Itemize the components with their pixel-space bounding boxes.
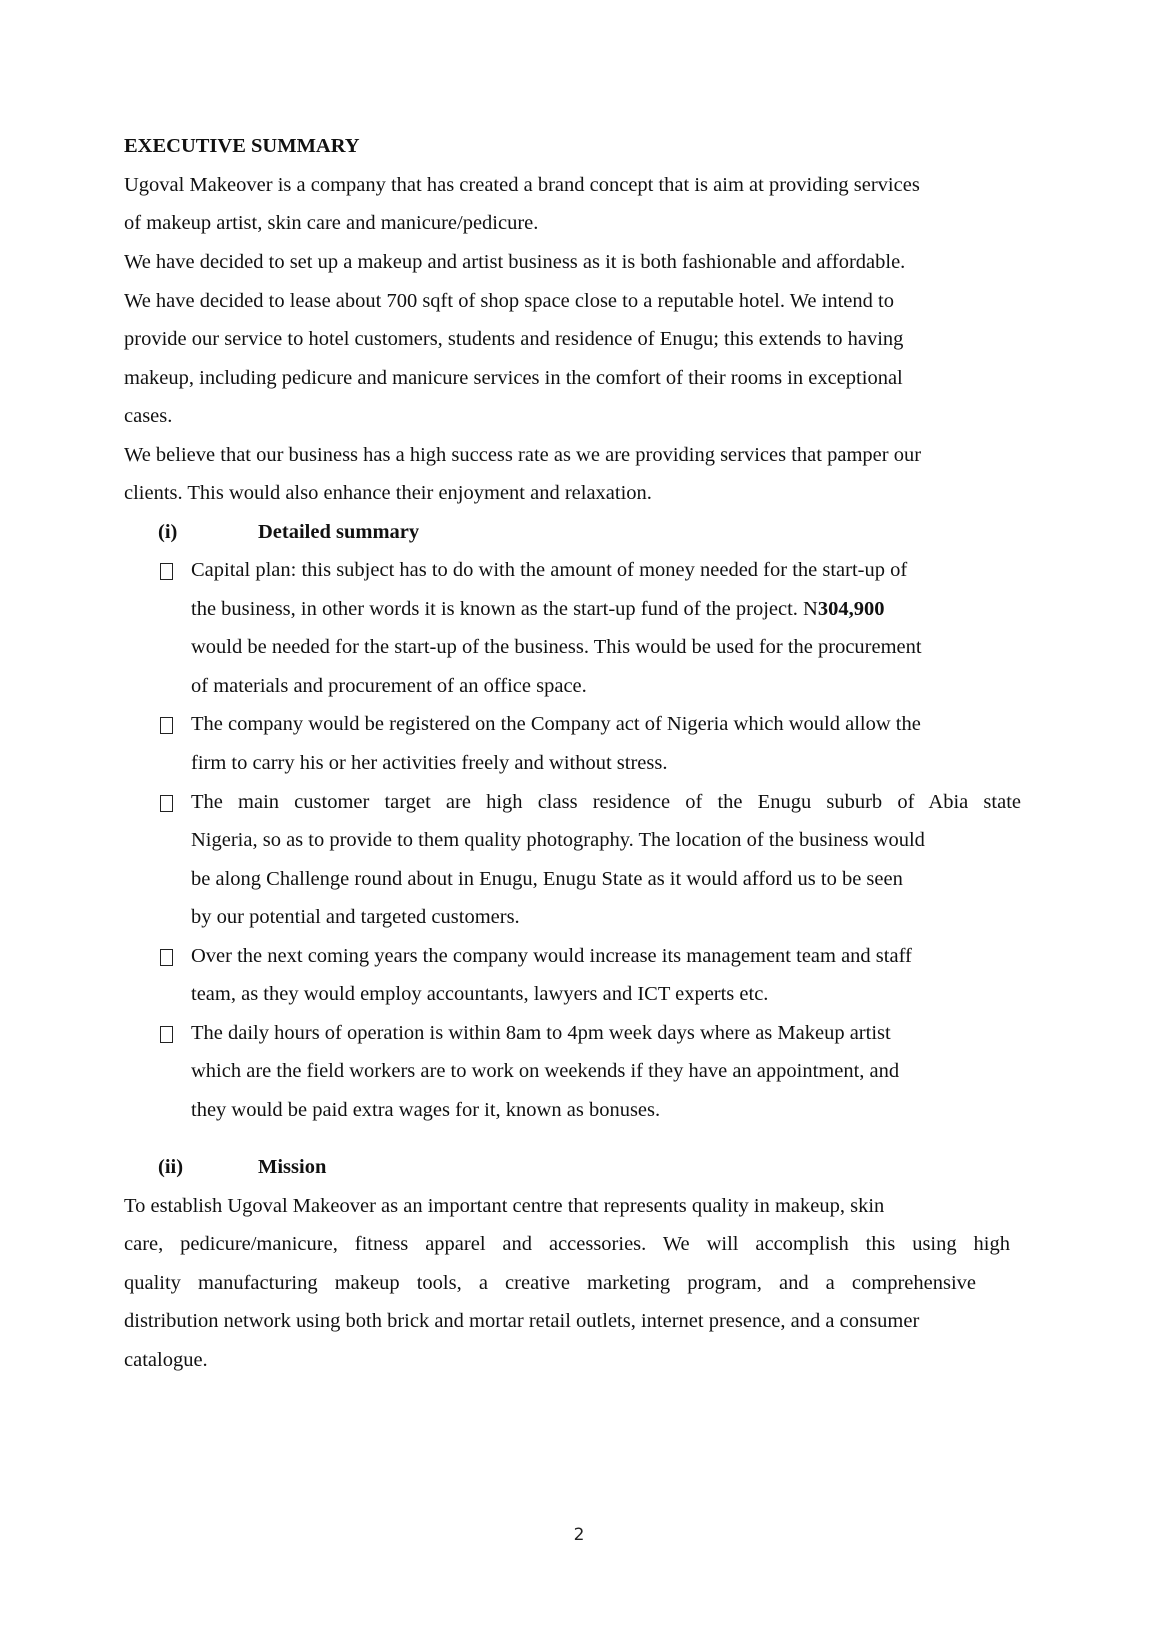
section-number: (i) xyxy=(158,521,178,543)
mission-line: To establish Ugoval Makeover as an important centre that represents quality in makeup, skin xyxy=(124,1195,885,1217)
bullet-line: by our potential and targeted customers. xyxy=(191,906,520,928)
intro-line: provide our service to hotel customers, students and residence of Enugu; this extends to having xyxy=(124,328,904,350)
intro-line: cases. xyxy=(124,405,173,427)
intro-line: Ugoval Makeover is a company that has created a brand concept that is aim at providing services xyxy=(124,174,920,196)
mission-line: care, pedicure/manicure, fitness apparel and accessories. We will accomplish this using high xyxy=(124,1233,1010,1255)
bullet-line: they would be paid extra wages for it, known as bonuses. xyxy=(191,1099,661,1121)
bullet-box-icon xyxy=(160,563,173,580)
intro-line: clients. This would also enhance their enjoyment and relaxation. xyxy=(124,482,652,504)
bullet-line: Nigeria, so as to provide to them quality photography. The location of the business would xyxy=(191,829,925,851)
bullet-line: team, as they would employ accountants, lawyers and ICT experts etc. xyxy=(191,983,769,1005)
bullet-line xyxy=(191,597,884,621)
intro-line: We have decided to set up a makeup and artist business as it is both fashionable and affordable. xyxy=(124,251,906,273)
intro-line: We believe that our business has a high success rate as we are providing services that pamper our xyxy=(124,444,922,466)
mission-line: distribution network using both brick and mortar retail outlets, internet presence, and a consumer xyxy=(124,1310,920,1332)
intro-line: We have decided to lease about 700 sqft of shop space close to a reputable hotel. We intend to xyxy=(124,290,894,312)
section-heading: EXECUTIVE SUMMARY xyxy=(124,135,360,157)
bullet-line: firm to carry his or her activities freely and without stress. xyxy=(191,752,668,774)
bullet-line: which are the field workers are to work on weekends if they have an appointment, and xyxy=(191,1060,900,1082)
bullet-line: would be needed for the start-up of the business. This would be used for the procurement xyxy=(191,636,922,658)
bullet-line: of materials and procurement of an office space. xyxy=(191,675,587,697)
mission-line: quality manufacturing makeup tools, a creative marketing program, and a comprehensive xyxy=(124,1272,976,1294)
bullet-box-icon xyxy=(160,949,173,966)
bullet-line: Capital plan: this subject has to do with the amount of money needed for the start-up of xyxy=(191,559,908,581)
bullet-line: The company would be registered on the Company act of Nigeria which would allow the xyxy=(191,713,921,735)
section-number: (ii) xyxy=(158,1156,184,1178)
section-title: Detailed summary xyxy=(258,521,420,543)
bullet-line: The main customer target are high class residence of the Enugu suburb of Abia state xyxy=(191,791,1021,813)
page-number: 2 xyxy=(573,1525,585,1545)
intro-line: makeup, including pedicure and manicure services in the comfort of their rooms in exceptional xyxy=(124,367,903,389)
section-title: Mission xyxy=(258,1156,327,1178)
mission-line: catalogue. xyxy=(124,1349,208,1371)
funding-amount: 304,900 xyxy=(817,598,885,620)
bullet-box-icon xyxy=(160,717,173,734)
bullet-box-icon xyxy=(160,795,173,812)
bullet-box-icon xyxy=(160,1026,173,1043)
bullet-line: The daily hours of operation is within 8am to 4pm week days where as Makeup artist xyxy=(191,1022,891,1044)
bullet-line: Over the next coming years the company would increase its management team and staff xyxy=(191,945,912,967)
bullet-text: the business, in other words it is known as the start-up fund of the project. N xyxy=(191,598,818,620)
bullet-line: be along Challenge round about in Enugu, Enugu State as it would afford us to be seen xyxy=(191,868,903,890)
intro-line: of makeup artist, skin care and manicure/pedicure. xyxy=(124,212,539,234)
